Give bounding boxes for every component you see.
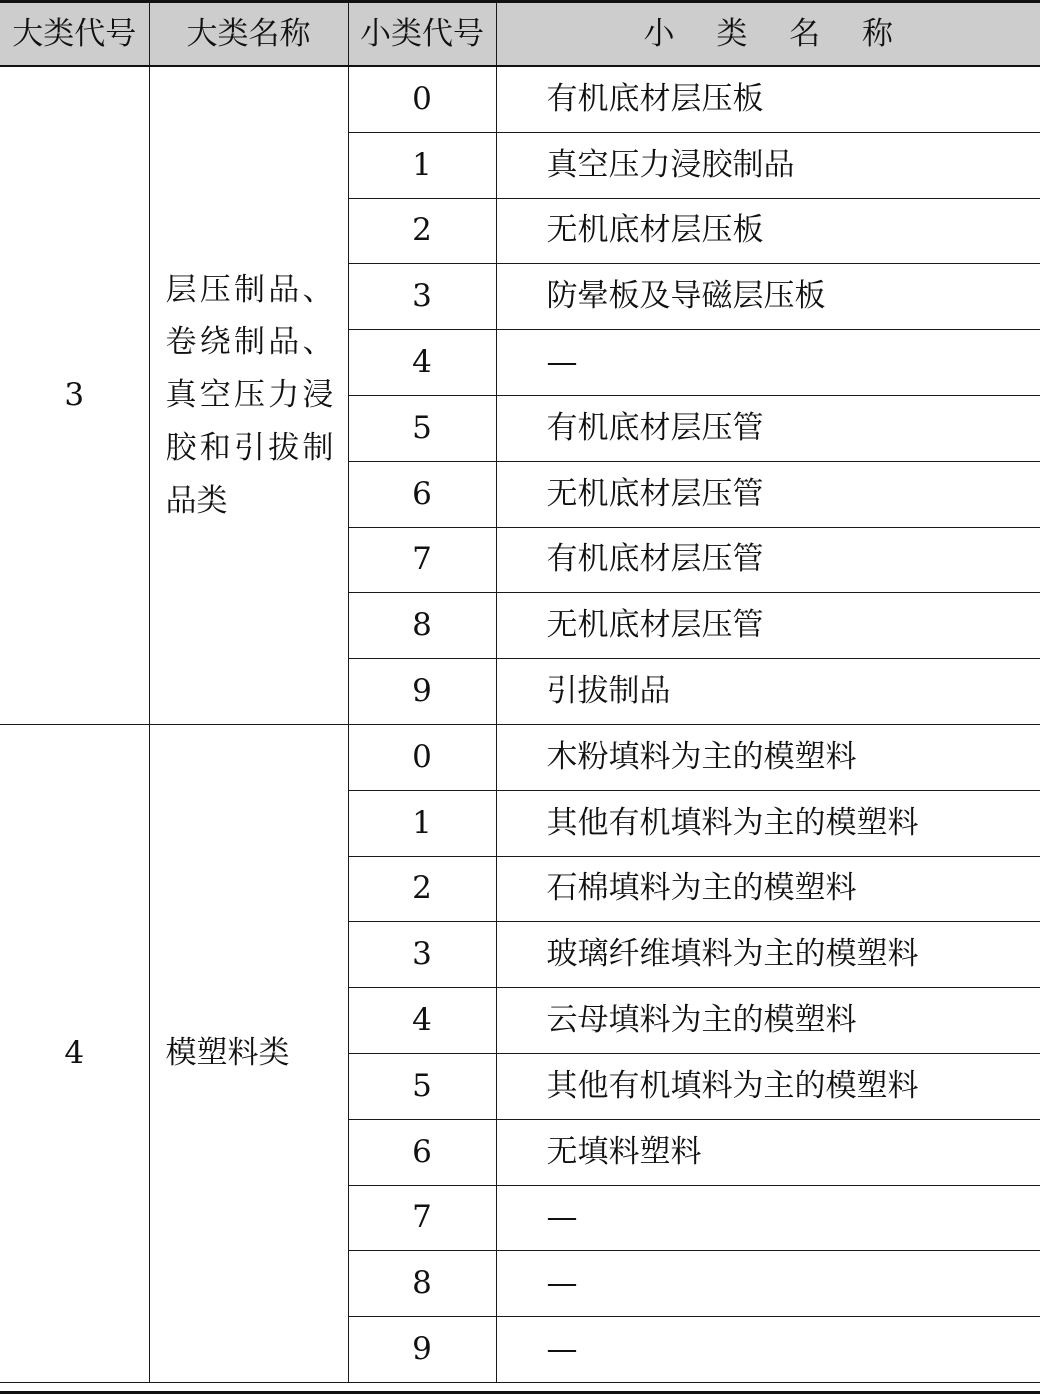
table-row [0,66,1040,132]
minor-code-cell: 1 [348,790,496,856]
header-minor-code: 小类代号 [348,3,496,66]
minor-name-cell: 有机底材层压管 [496,527,1040,593]
header-major-code: 大类代号 [0,3,149,66]
minor-name-cell: 有机底材层压板 [496,66,1040,132]
minor-name-cell: 无机底材层压管 [496,593,1040,659]
major-name-cell: 模塑料类 [149,724,348,1382]
minor-name-cell: 引拔制品 [496,659,1040,725]
minor-name-cell: 玻璃纤维填料为主的模塑料 [496,922,1040,988]
minor-code-cell: 6 [348,1119,496,1185]
minor-name-cell: 无机底材层压板 [496,198,1040,264]
minor-name-cell: 木粉填料为主的模塑料 [496,724,1040,790]
table [0,3,1040,1383]
minor-code-cell: 2 [348,856,496,922]
minor-name-cell: 无机底材层压管 [496,461,1040,527]
minor-name-cell: — [496,330,1040,396]
table-body [0,66,1040,1382]
minor-code-cell: 8 [348,593,496,659]
minor-name-cell: 石棉填料为主的模塑料 [496,856,1040,922]
minor-code-cell: 3 [348,264,496,330]
minor-name-cell: 云母填料为主的模塑料 [496,988,1040,1054]
minor-code-cell: 0 [348,724,496,790]
header-minor-name: 小 类 名 称 [496,3,1040,66]
minor-code-cell: 4 [348,330,496,396]
minor-code-cell: 8 [348,1251,496,1317]
header-major-name: 大类名称 [149,3,348,66]
minor-code-cell: 5 [348,395,496,461]
minor-code-cell: 7 [348,527,496,593]
table-header [0,3,1040,66]
minor-code-cell: 4 [348,988,496,1054]
minor-code-cell: 1 [348,132,496,198]
minor-name-cell: 防晕板及导磁层压板 [496,264,1040,330]
minor-name-cell: — [496,1251,1040,1317]
major-name-cell: 层压制品、卷绕制品、真空压力浸胶和引拔制品类 [149,66,348,724]
minor-name-cell: 无填料塑料 [496,1119,1040,1185]
major-code-cell: 4 [0,724,149,1382]
table-row [0,724,1040,790]
minor-name-cell: — [496,1185,1040,1251]
minor-name-cell: — [496,1317,1040,1383]
minor-name-cell: 其他有机填料为主的模塑料 [496,790,1040,856]
minor-code-cell: 2 [348,198,496,264]
minor-name-cell: 有机底材层压管 [496,395,1040,461]
minor-code-cell: 7 [348,1185,496,1251]
minor-code-cell: 0 [348,66,496,132]
minor-code-cell: 3 [348,922,496,988]
major-code-cell: 3 [0,66,149,724]
minor-code-cell: 9 [348,1317,496,1383]
minor-code-cell: 6 [348,461,496,527]
minor-code-cell: 5 [348,1053,496,1119]
minor-name-cell: 真空压力浸胶制品 [496,132,1040,198]
minor-code-cell: 9 [348,659,496,725]
minor-name-cell: 其他有机填料为主的模塑料 [496,1053,1040,1119]
header-row [0,3,1040,66]
